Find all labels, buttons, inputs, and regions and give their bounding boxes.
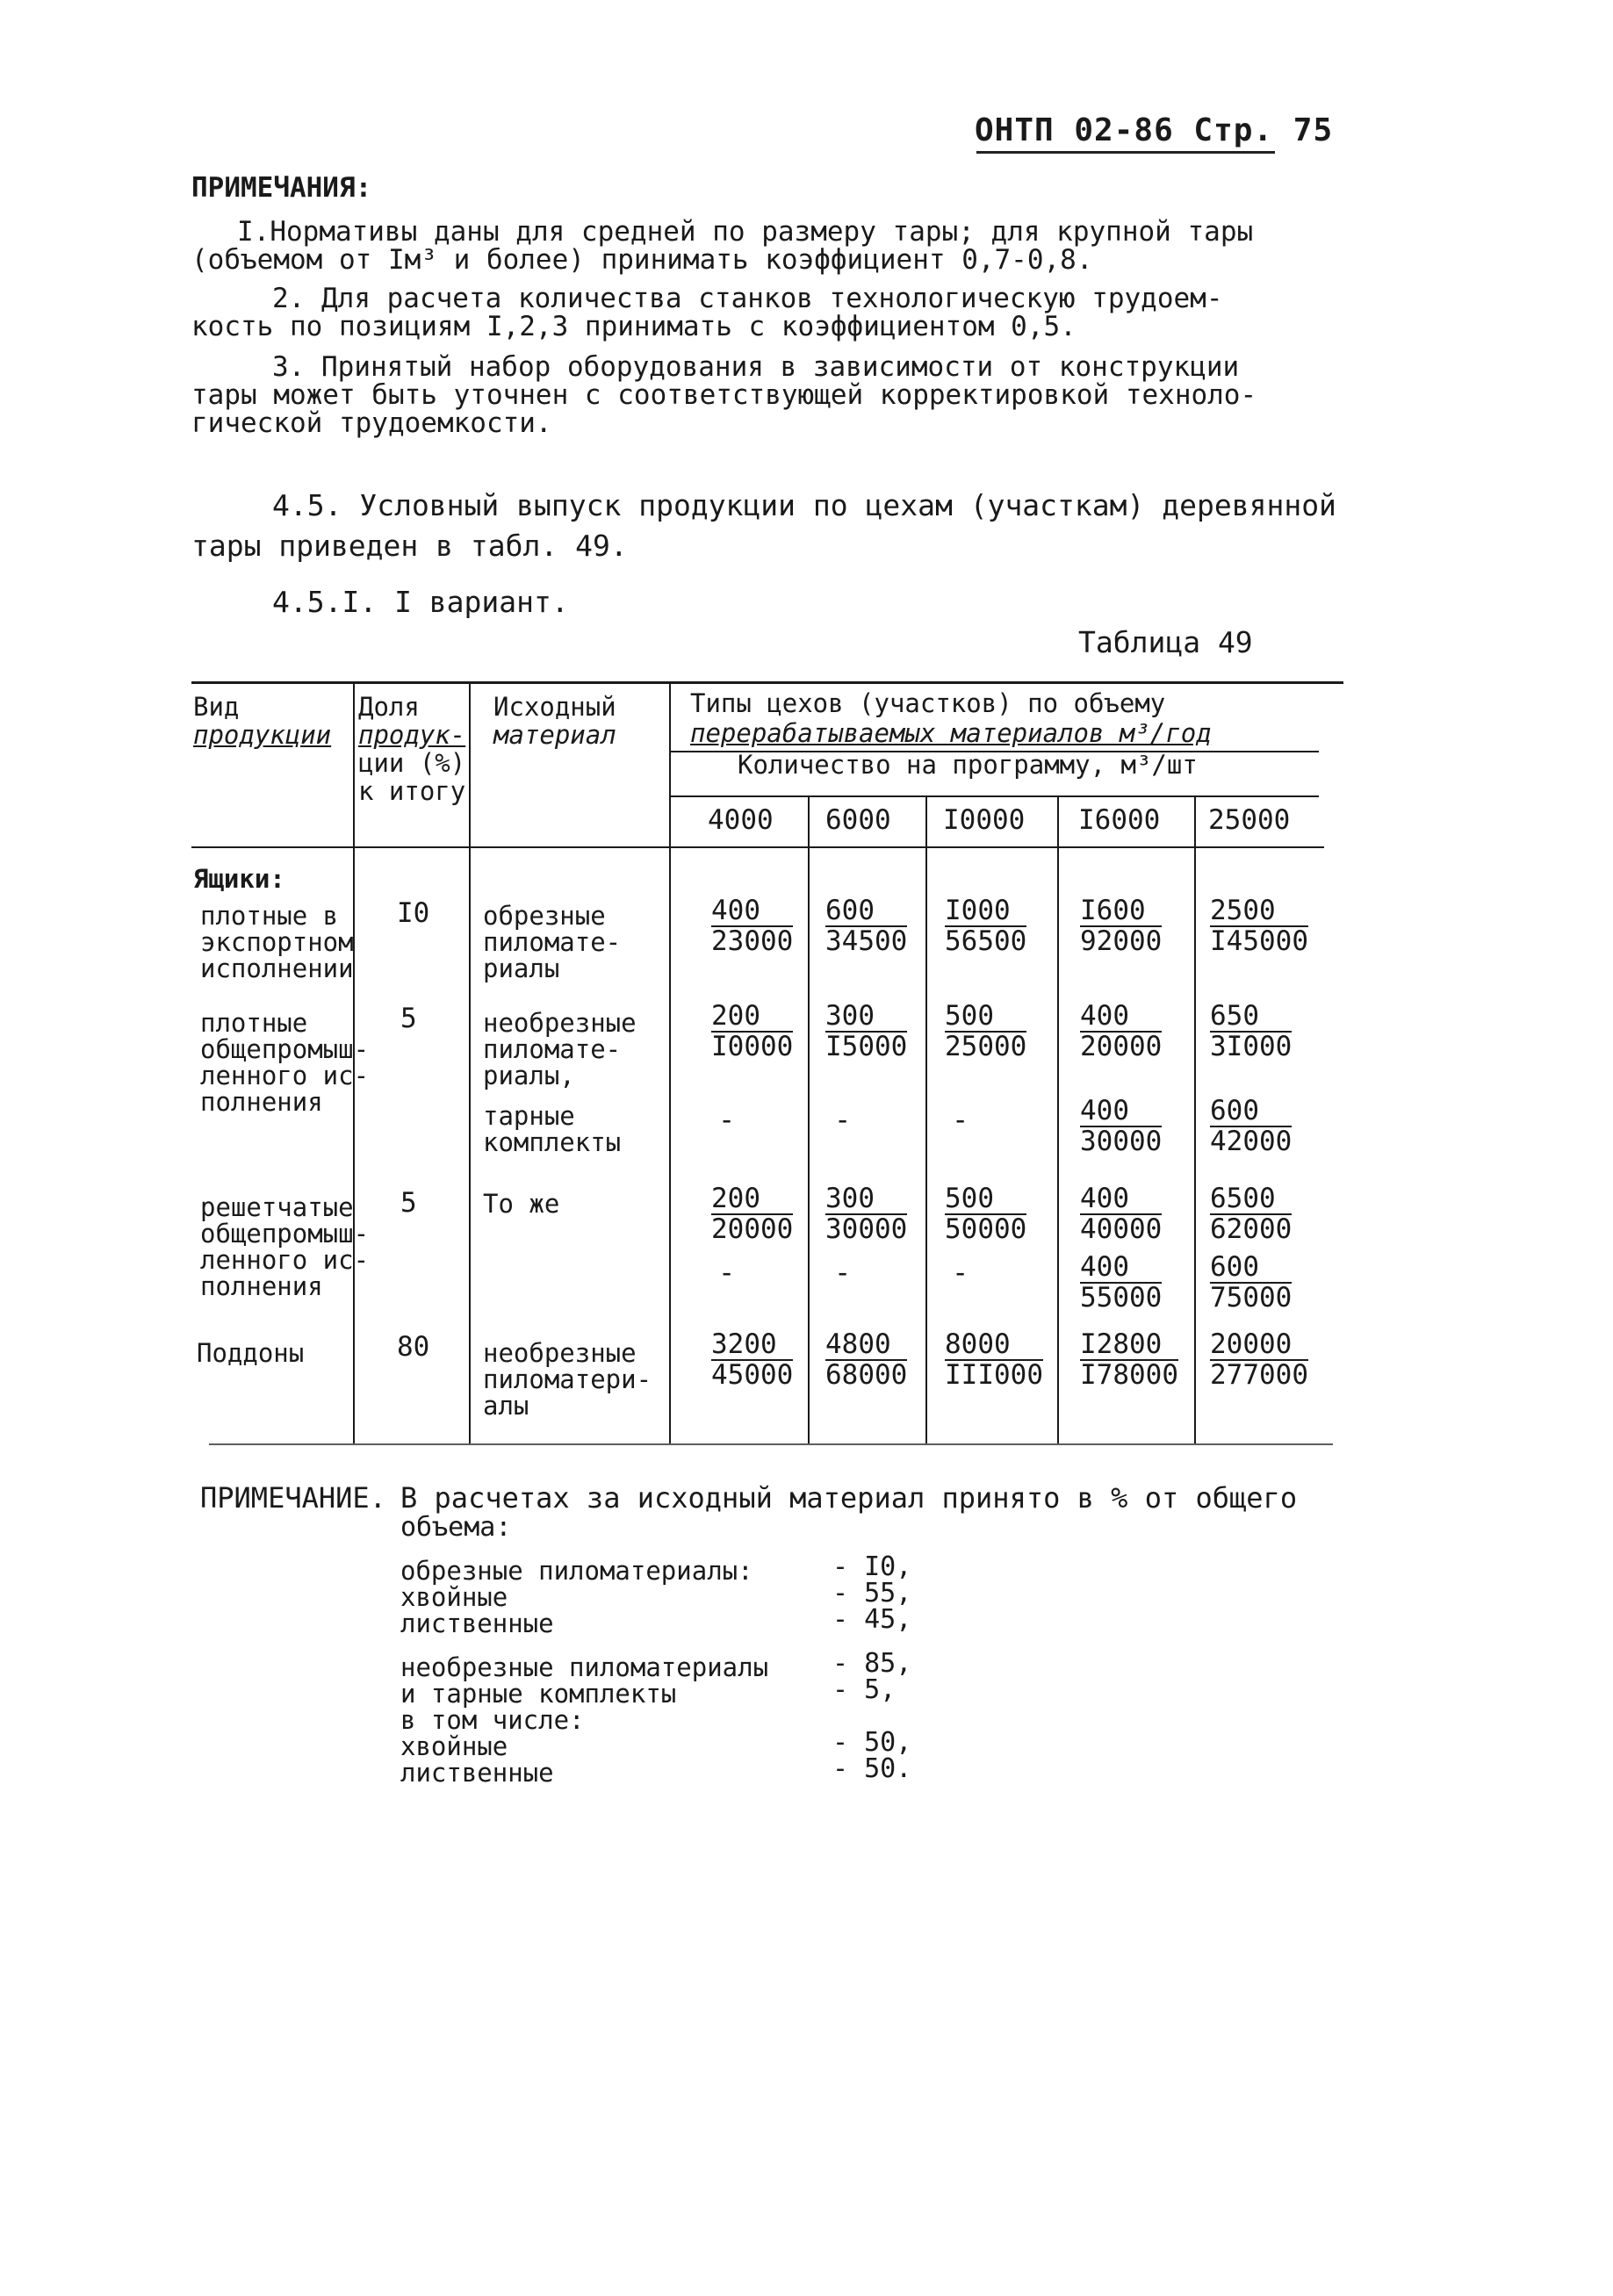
- row3b-dash-6000: -: [834, 1256, 852, 1289]
- col-header-share-line-3: ции (%): [358, 748, 466, 778]
- row4-material-1: необрезные: [483, 1338, 637, 1368]
- row3b-value-16000: $\frac{400}{55000}$: [1080, 1251, 1163, 1314]
- row1-name-3: исполнении: [200, 954, 354, 983]
- row3-value-6000: $\frac{300}{30000}$: [825, 1183, 908, 1245]
- row2-value-10000: $\frac{500}{25000}$: [945, 1000, 1027, 1062]
- table-bottom-rule: [209, 1443, 1333, 1445]
- row3-name-3: ленного ис-: [200, 1245, 370, 1275]
- table-label: Таблица 49: [1078, 625, 1253, 659]
- footnote-item-val-7: - 50,: [832, 1727, 912, 1758]
- col-header-types-line-1: Типы цехов (участков) по объему: [690, 688, 1166, 718]
- row2-name-2: общепромыш-: [200, 1034, 370, 1064]
- subsection-title: 4.5.I. I вариант.: [272, 585, 569, 619]
- page-header: ОНТП 02-86 Стр. 75: [975, 112, 1334, 148]
- row2b-dash-10000: -: [952, 1103, 969, 1136]
- footnote-item-val-3: - 45,: [832, 1604, 912, 1635]
- col-rule-3: [669, 683, 671, 1443]
- row3-share: 5: [400, 1187, 417, 1219]
- row3-value-16000: $\frac{400}{40000}$: [1080, 1183, 1163, 1245]
- col-rule-6: [1057, 795, 1059, 1443]
- size-header-6000: 6000: [825, 804, 891, 836]
- row2b-material-1: тарные: [483, 1101, 575, 1131]
- col-header-share-line-2: продук-: [358, 720, 466, 750]
- footnote-item-val-1: - I0,: [832, 1551, 912, 1582]
- row4-value-6000: $\frac{4800}{68000}$: [825, 1328, 908, 1391]
- row2-value-16000: $\frac{400}{20000}$: [1080, 1000, 1163, 1062]
- row4-share: 80: [397, 1331, 430, 1363]
- note-3-line-3: гической трудоемкости.: [191, 407, 552, 439]
- row3-material: То же: [483, 1189, 560, 1219]
- row1-name-2: экспортном: [200, 927, 354, 957]
- note-1-line-1: I.Нормативы даны для средней по размеру тары; для крупной тары: [237, 216, 1254, 248]
- section-paragraph-line-1: 4.5. Условный выпуск продукции по цехам (участкам) деревянной: [272, 488, 1336, 522]
- row1-share: I0: [397, 897, 430, 929]
- header-bottom-rule: [191, 846, 1324, 848]
- row4-value-4000: $\frac{3200}{45000}$: [711, 1328, 794, 1391]
- row2-material-2: пиломате-: [483, 1034, 622, 1064]
- header-underline: [976, 151, 1275, 154]
- row1-value-10000: $\frac{I000}{56500}$: [945, 895, 1027, 957]
- row3-name-4: полнения: [200, 1271, 323, 1301]
- row2-name-4: полнения: [200, 1087, 323, 1117]
- row4-name: Поддоны: [197, 1338, 305, 1368]
- row1-material-2: пиломате-: [483, 927, 622, 957]
- col-header-types-line-2: перерабатываемых материалов м³/год: [690, 718, 1212, 748]
- size-header-25000: 25000: [1208, 804, 1291, 836]
- note-1-line-2: (объемом от Iм³ и более) принимать коэффициент 0,7-0,8.: [191, 244, 1093, 276]
- group-label-boxes: Ящики:: [193, 864, 285, 894]
- row2-name-1: плотные: [200, 1008, 308, 1038]
- row4-material-3: алы: [483, 1391, 529, 1421]
- row3-value-4000: $\frac{200}{20000}$: [711, 1183, 794, 1245]
- footnote-item-name-5: и тарные комплекты: [400, 1679, 677, 1709]
- footnote-item-name-3: лиственные: [400, 1609, 554, 1638]
- footnote-item-name-6: в том числе:: [400, 1705, 585, 1735]
- sizes-top-rule: [669, 795, 1319, 797]
- row2b-dash-4000: -: [718, 1103, 736, 1136]
- section-paragraph-line-2: тары приведен в табл. 49.: [191, 529, 628, 563]
- table-top-rule: [191, 681, 1343, 684]
- footnote-item-name-1: обрезные пиломатериалы:: [400, 1556, 753, 1586]
- row2b-value-25000: $\frac{600}{42000}$: [1210, 1095, 1293, 1157]
- col-header-types-line-3: Количество на программу, м³/шт: [738, 750, 1198, 780]
- footnote-line-2: объема:: [400, 1512, 512, 1543]
- row3b-dash-10000: -: [952, 1256, 969, 1289]
- footnote-item-name-8: лиственные: [400, 1758, 554, 1788]
- row2-material-1: необрезные: [483, 1008, 637, 1038]
- col-header-kind-line-2: продукции: [193, 720, 332, 750]
- footnote-item-val-5: - 5,: [832, 1674, 897, 1705]
- col-rule-5: [925, 795, 927, 1443]
- col-header-material-line-2: материал: [493, 720, 616, 750]
- row4-value-25000: $\frac{20000}{277000}$: [1210, 1328, 1308, 1391]
- row1-material-1: обрезные: [483, 901, 606, 931]
- footnote-item-name-4: необрезные пиломатериалы: [400, 1652, 769, 1682]
- row2b-material-2: комплекты: [483, 1127, 622, 1157]
- row2b-value-16000: $\frac{400}{30000}$: [1080, 1095, 1163, 1157]
- size-header-4000: 4000: [708, 804, 774, 836]
- footnote-item-val-2: - 55,: [832, 1578, 912, 1609]
- row2b-dash-6000: -: [834, 1103, 852, 1136]
- row4-value-16000: $\frac{I2800}{I78000}$: [1080, 1328, 1178, 1391]
- row1-name-1: плотные в: [200, 901, 339, 931]
- col-rule-2: [469, 683, 471, 1443]
- row1-value-4000: $\frac{400}{23000}$: [711, 895, 794, 957]
- row1-material-3: риалы: [483, 954, 560, 983]
- footnote-item-name-2: хвойные: [400, 1582, 508, 1612]
- row2-value-4000: $\frac{200}{I0000}$: [711, 1000, 794, 1062]
- row2-name-3: ленного ис-: [200, 1061, 370, 1090]
- col-header-share-line-4: к итогу: [358, 776, 466, 806]
- row4-value-10000: 8000 III000: [945, 1328, 1043, 1391]
- row3-value-25000: $\frac{6500}{62000}$: [1210, 1183, 1293, 1245]
- row3-name-1: решетчатые: [200, 1192, 354, 1222]
- col-rule-7: [1194, 795, 1196, 1443]
- col-header-share-line-1: Доля: [358, 692, 420, 722]
- note-2-line-2: кость по позициям I,2,3 принимать с коэффициентом 0,5.: [191, 311, 1077, 342]
- row2-value-6000: $\frac{300}{I5000}$: [825, 1000, 908, 1062]
- row2-value-25000: $\frac{650}{3I000}$: [1210, 1000, 1293, 1062]
- footnote-item-val-4: - 85,: [832, 1648, 912, 1679]
- note-3-line-1: 3. Принятый набор оборудования в зависимости от конструкции: [272, 351, 1240, 383]
- row1-value-6000: $\frac{600}{34500}$: [825, 895, 908, 957]
- col-rule-4: [808, 795, 810, 1443]
- row3b-value-25000: $\frac{600}{75000}$: [1210, 1251, 1293, 1314]
- footnote-line-1: В расчетах за исходный материал принято в % от общего: [400, 1481, 1298, 1515]
- note-2-line-1: 2. Для расчета количества станков технологическую трудоем-: [272, 283, 1223, 314]
- notes-title: ПРИМЕЧАНИЯ:: [191, 172, 372, 204]
- row3-name-2: общепромыш-: [200, 1219, 370, 1249]
- footnote-label: ПРИМЕЧАНИЕ.: [200, 1481, 386, 1515]
- col-header-material-line-1: Исходный: [493, 692, 616, 722]
- row3b-dash-4000: -: [718, 1256, 736, 1289]
- row3-value-10000: $\frac{500}{50000}$: [945, 1183, 1027, 1245]
- col-header-kind-line-1: Вид: [193, 692, 240, 722]
- row4-material-2: пиломатери-: [483, 1364, 652, 1394]
- note-3-line-2: тары может быть уточнен с соответствующей корректировкой техноло-: [191, 379, 1257, 411]
- row2-share: 5: [400, 1003, 417, 1034]
- footnote-item-name-7: хвойные: [400, 1731, 508, 1761]
- size-header-16000: I6000: [1078, 804, 1161, 836]
- footnote-item-val-8: - 50.: [832, 1753, 912, 1784]
- row1-value-25000: $\frac{2500}{I45000}$: [1210, 895, 1308, 957]
- size-header-10000: I0000: [943, 804, 1026, 836]
- row1-value-16000: $\frac{I600}{92000}$: [1080, 895, 1163, 957]
- row2-material-3: риалы,: [483, 1061, 575, 1090]
